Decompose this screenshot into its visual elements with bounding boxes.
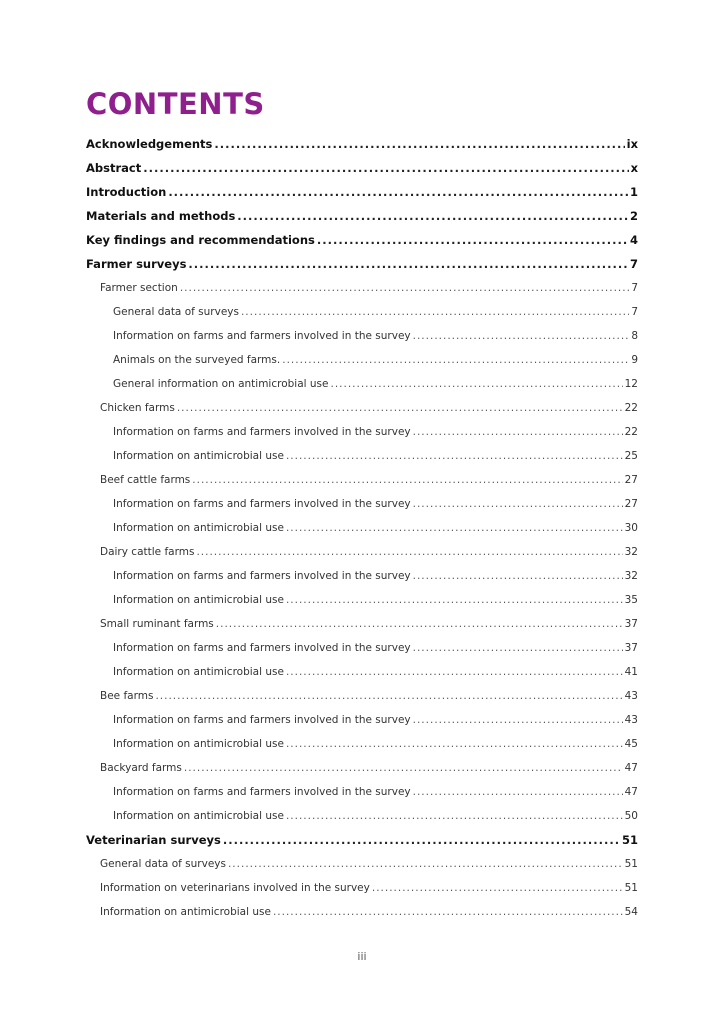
toc-entry-label: Chicken farms <box>100 402 175 414</box>
toc-dot-leader <box>413 324 630 348</box>
toc-entry[interactable] <box>86 756 638 780</box>
toc-entry[interactable] <box>86 300 638 324</box>
toc-dot-leader <box>241 300 629 324</box>
toc-entry-label: Information on farms and farmers involved in the survey <box>113 642 411 654</box>
toc-entry-page: 32 <box>624 546 638 558</box>
toc-entry-page: 27 <box>624 474 638 486</box>
toc-entry-label: Dairy cattle farms <box>100 546 195 558</box>
toc-dot-leader <box>413 636 623 660</box>
toc-entry[interactable] <box>86 684 638 708</box>
toc-entry-label: Information on farms and farmers involved in the survey <box>113 786 411 798</box>
toc-entry[interactable] <box>86 180 638 204</box>
toc-entry-page: 50 <box>624 810 638 822</box>
toc-entry-page: 1 <box>629 185 638 199</box>
toc-entry[interactable] <box>86 612 638 636</box>
toc-entry-page: 51 <box>624 858 638 870</box>
toc-dot-leader <box>413 564 623 588</box>
toc-entry-label: Information on antimicrobial use <box>113 594 284 606</box>
toc-entry[interactable] <box>86 828 638 852</box>
toc-entry[interactable] <box>86 588 638 612</box>
toc-dot-leader <box>184 756 623 780</box>
toc-entry-page: 2 <box>629 209 638 223</box>
toc-entry-page: 7 <box>631 282 638 294</box>
toc-entry-label: General data of surveys <box>113 306 239 318</box>
toc-entry-page: ix <box>626 137 638 151</box>
toc-entry-page: 8 <box>631 330 638 342</box>
toc-entry-label: Introduction <box>86 185 167 199</box>
toc-entry-page: x <box>630 161 638 175</box>
toc-dot-leader <box>286 444 623 468</box>
toc-dot-leader <box>282 348 629 372</box>
toc-dot-leader <box>228 852 623 876</box>
toc-entry-page: 37 <box>624 618 638 630</box>
toc-dot-leader <box>216 612 623 636</box>
toc-entry-label: General data of surveys <box>100 858 226 870</box>
toc-entry-label: Information on antimicrobial use <box>113 810 284 822</box>
toc-entry-label: Information on antimicrobial use <box>113 666 284 678</box>
toc-dot-leader <box>286 516 623 540</box>
toc-entry-page: 54 <box>624 906 638 918</box>
toc-entry-label: Information on antimicrobial use <box>113 738 284 750</box>
toc-dot-leader <box>286 588 623 612</box>
toc-dot-leader <box>413 708 623 732</box>
toc-entry[interactable] <box>86 348 638 372</box>
toc-entry[interactable] <box>86 228 638 252</box>
toc-dot-leader <box>177 396 623 420</box>
toc-entry-page: 7 <box>629 257 638 271</box>
toc-entry-page: 37 <box>624 642 638 654</box>
toc-dot-leader <box>214 132 624 156</box>
toc-entry-page: 51 <box>624 882 638 894</box>
toc-entry-page: 27 <box>624 498 638 510</box>
toc-entry-label: Key findings and recommendations <box>86 233 315 247</box>
toc-entry-page: 32 <box>624 570 638 582</box>
toc-entry-label: Information on farms and farmers involved in the survey <box>113 570 411 582</box>
toc-entry[interactable] <box>86 732 638 756</box>
toc-entry[interactable] <box>86 708 638 732</box>
toc-entry-label: Information on veterinarians involved in the survey <box>100 882 370 894</box>
toc-dot-leader <box>286 660 623 684</box>
toc-dot-leader <box>372 876 623 900</box>
toc-entry-page: 22 <box>624 426 638 438</box>
toc-entry[interactable] <box>86 204 638 228</box>
toc-entry[interactable] <box>86 396 638 420</box>
toc-entry-label: Bee farms <box>100 690 154 702</box>
toc-entry-page: 9 <box>631 354 638 366</box>
toc-entry-label: Information on antimicrobial use <box>113 450 284 462</box>
toc-entry-page: 7 <box>631 306 638 318</box>
toc-dot-leader <box>223 828 620 852</box>
toc-entry-page: 47 <box>624 786 638 798</box>
toc-entry-label: Veterinarian surveys <box>86 833 221 847</box>
toc-dot-leader <box>413 420 623 444</box>
toc-dot-leader <box>188 252 628 276</box>
toc-entry-page: 43 <box>624 690 638 702</box>
toc-entry-label: Information on antimicrobial use <box>100 906 271 918</box>
toc-entry[interactable] <box>86 444 638 468</box>
table-of-contents <box>86 132 638 924</box>
toc-entry-label: Farmer surveys <box>86 257 187 271</box>
page-title: CONTENTS <box>86 87 265 121</box>
toc-entry[interactable] <box>86 324 638 348</box>
toc-dot-leader <box>413 492 623 516</box>
toc-entry-label: Backyard farms <box>100 762 182 774</box>
toc-entry[interactable] <box>86 156 638 180</box>
toc-dot-leader <box>155 684 622 708</box>
toc-entry-label: Information on farms and farmers involved in the survey <box>113 498 411 510</box>
toc-entry-label: Information on farms and farmers involved in the survey <box>113 714 411 726</box>
toc-entry-label: Farmer section <box>100 282 178 294</box>
toc-entry[interactable] <box>86 420 638 444</box>
toc-entry-page: 41 <box>624 666 638 678</box>
toc-entry[interactable] <box>86 372 638 396</box>
toc-entry-page: 25 <box>624 450 638 462</box>
page-number: iii <box>357 950 367 963</box>
toc-entry[interactable] <box>86 636 638 660</box>
toc-entry-page: 30 <box>624 522 638 534</box>
toc-dot-leader <box>180 276 630 300</box>
toc-entry-label: General information on antimicrobial use <box>113 378 329 390</box>
toc-entry-page: 22 <box>624 402 638 414</box>
toc-entry-page: 12 <box>624 378 638 390</box>
toc-dot-leader <box>273 900 623 924</box>
toc-entry-page: 47 <box>624 762 638 774</box>
toc-entry-label: Information on farms and farmers involved in the survey <box>113 426 411 438</box>
toc-entry-label: Information on antimicrobial use <box>113 522 284 534</box>
toc-entry-page: 45 <box>624 738 638 750</box>
toc-entry-label: Animals on the surveyed farms. <box>113 354 281 366</box>
toc-entry[interactable] <box>86 516 638 540</box>
toc-entry-page: 51 <box>621 833 638 847</box>
toc-dot-leader <box>317 228 628 252</box>
toc-entry-label: Small ruminant farms <box>100 618 214 630</box>
toc-dot-leader <box>196 540 622 564</box>
toc-entry-label: Beef cattle farms <box>100 474 191 486</box>
toc-entry-label: Acknowledgements <box>86 137 213 151</box>
toc-entry-label: Information on farms and farmers involved in the survey <box>113 330 411 342</box>
toc-entry[interactable] <box>86 252 638 276</box>
toc-entry[interactable] <box>86 492 638 516</box>
toc-entry-page: 43 <box>624 714 638 726</box>
toc-entry[interactable] <box>86 540 638 564</box>
toc-entry[interactable] <box>86 660 638 684</box>
toc-entry[interactable] <box>86 900 638 924</box>
toc-dot-leader <box>286 804 623 828</box>
toc-entry[interactable] <box>86 276 638 300</box>
toc-entry-label: Materials and methods <box>86 209 236 223</box>
toc-entry[interactable] <box>86 564 638 588</box>
toc-entry[interactable] <box>86 468 638 492</box>
toc-entry[interactable] <box>86 804 638 828</box>
toc-entry[interactable] <box>86 876 638 900</box>
toc-dot-leader <box>168 180 628 204</box>
toc-entry-page: 4 <box>629 233 638 247</box>
toc-dot-leader <box>286 732 623 756</box>
toc-entry-label: Abstract <box>86 161 142 175</box>
toc-entry-page: 35 <box>624 594 638 606</box>
toc-dot-leader <box>192 468 622 492</box>
toc-dot-leader <box>237 204 628 228</box>
toc-dot-leader <box>330 372 622 396</box>
toc-dot-leader <box>413 780 623 804</box>
toc-entry[interactable] <box>86 852 638 876</box>
toc-entry[interactable] <box>86 780 638 804</box>
toc-dot-leader <box>143 156 628 180</box>
toc-entry[interactable] <box>86 132 638 156</box>
